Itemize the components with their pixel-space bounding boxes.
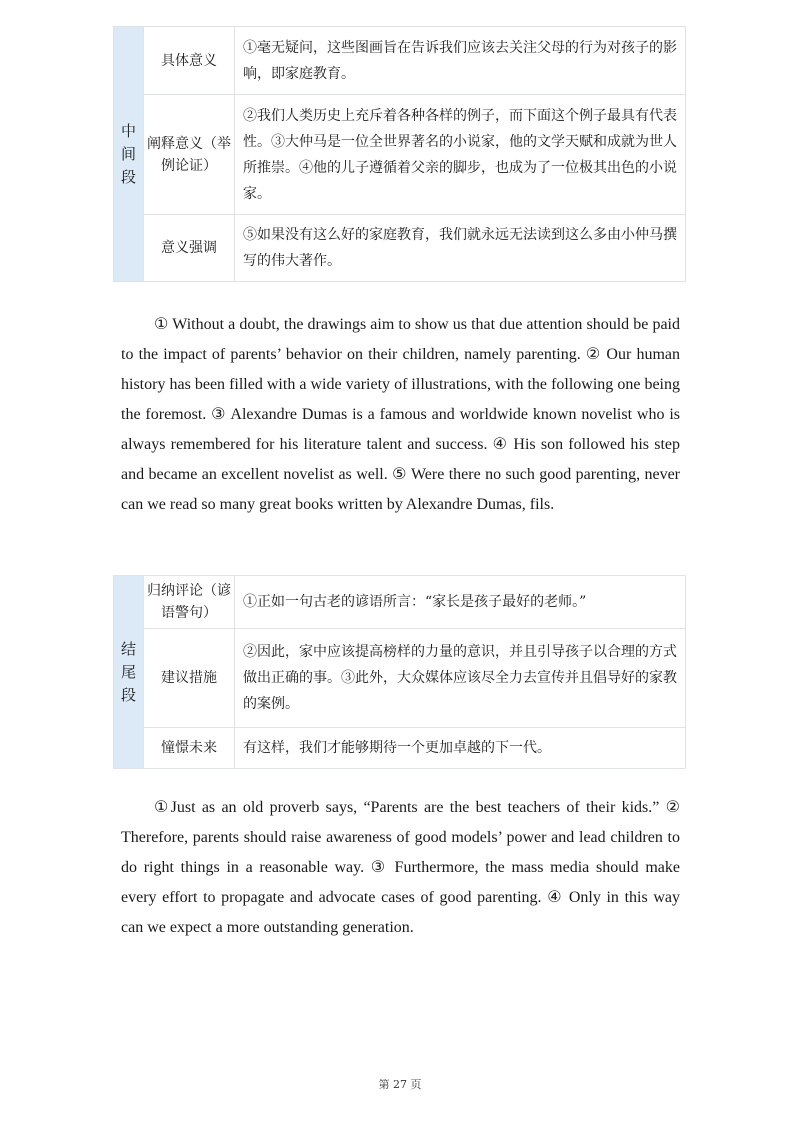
section-label bbox=[114, 27, 144, 282]
row-label: 阐释意义（举例论证） bbox=[144, 95, 235, 215]
row-label: 具体意义 bbox=[144, 27, 235, 95]
table-row bbox=[114, 576, 686, 629]
table-row bbox=[114, 95, 686, 215]
section-char: 段 bbox=[120, 167, 136, 186]
ending-section-table bbox=[113, 575, 686, 769]
english-paragraph-middle: ① Without a doubt, the drawings aim to show us that due attention should be paid to the impact of parents’ behavior on their children, namely parenting. ② Our human history has been filled with a wide variety of illustrations, with the following one being the foremost. ③ Alexandre Dumas is a famous and worldwide known novelist who is always remembered for his literature talent and success. ④ His son followed his step and became an excellent novelist as well. ⑤ Were there no such good parenting, never can we read so many great books written by Alexandre Dumas, fils. bbox=[121, 316, 680, 513]
row-label: 归纳评论（谚语警句） bbox=[144, 576, 235, 629]
page-number: 第 27 页 bbox=[378, 1078, 422, 1091]
row-label: 建议措施 bbox=[144, 629, 235, 728]
middle-section-table bbox=[113, 26, 686, 282]
section-char: 段 bbox=[120, 685, 136, 704]
table-row bbox=[114, 629, 686, 728]
section-char: 中 bbox=[120, 121, 136, 140]
row-content: ⑤如果没有这么好的家庭教育，我们就永远无法读到这么多由小仲马撰写的伟大著作。 bbox=[235, 215, 686, 282]
table-row bbox=[114, 728, 686, 769]
section-char: 尾 bbox=[120, 662, 136, 681]
row-content: ①毫无疑问，这些图画旨在告诉我们应该去关注父母的行为对孩子的影响，即家庭教育。 bbox=[235, 27, 686, 95]
english-paragraph-ending: ①Just as an old proverb says, “Parents are the best teachers of their kids.” ② Therefore, parents should raise awareness of good models’ power and lead children to do right things in a reasonable way. ③ Furthermore, the mass media should make every effort to propagate and advocate cases of good parenting. ④ Only in this way can we expect a more outstanding generation. bbox=[121, 799, 680, 936]
table-row bbox=[114, 215, 686, 282]
section-label bbox=[114, 576, 144, 769]
row-content: 有这样，我们才能够期待一个更加卓越的下一代。 bbox=[235, 728, 686, 769]
section-char: 结 bbox=[120, 639, 136, 658]
row-label: 憧憬未来 bbox=[144, 728, 235, 769]
row-content: ①正如一句古老的谚语所言：“家长是孩子最好的老师。” bbox=[235, 576, 686, 629]
table-row bbox=[114, 27, 686, 95]
section-char: 间 bbox=[120, 144, 136, 163]
row-content: ②我们人类历史上充斥着各种各样的例子，而下面这个例子最具有代表性。③大仲马是一位全世界著名的小说家，他的文学天赋和成就为世人所推崇。④他的儿子遵循着父亲的脚步，也成为了一位极其出色的小说家。 bbox=[235, 95, 686, 215]
row-label: 意义强调 bbox=[144, 215, 235, 282]
row-content: ②因此，家中应该提高榜样的力量的意识，并且引导孩子以合理的方式做出正确的事。③此外，大众媒体应该尽全力去宣传并且倡导好的家教的案例。 bbox=[235, 629, 686, 728]
